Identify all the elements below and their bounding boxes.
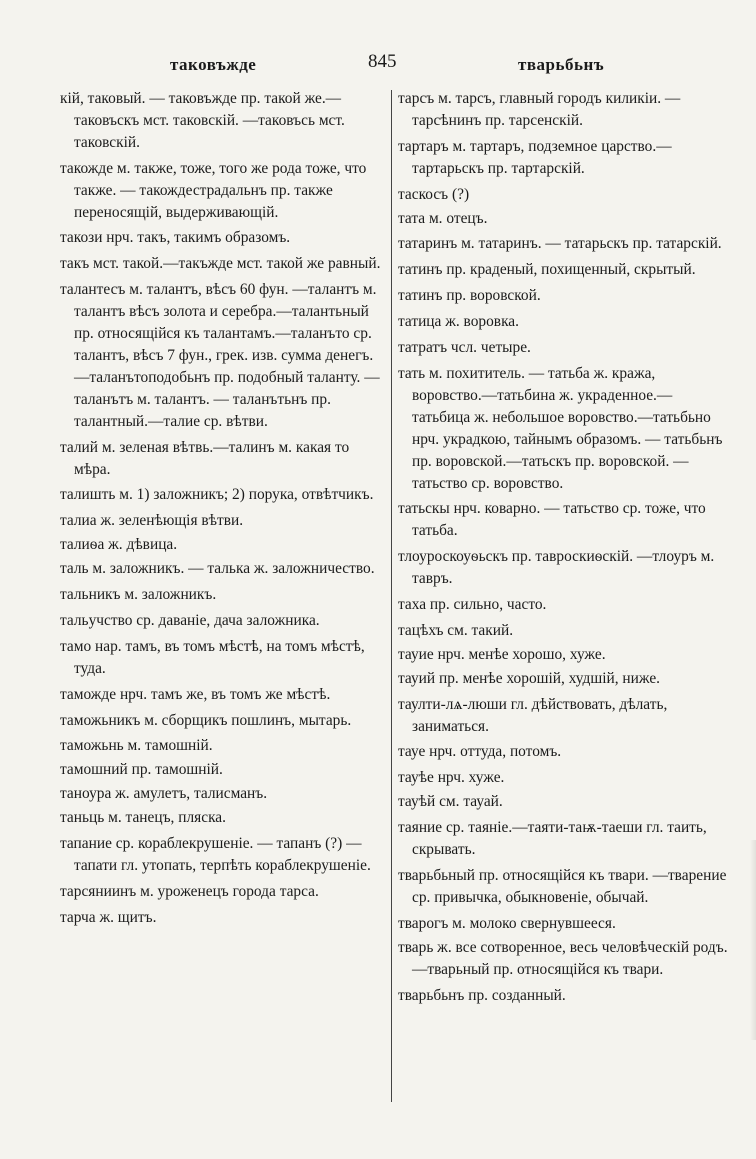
entry: тарча ж. щитъ. [60, 908, 157, 926]
entry: такожде м. также, тоже, того же рода тоже, что также. — такождестрадальнъ пр. также переносящій, выдерживающій. [60, 159, 367, 221]
entry: тать м. похититель. — татьба ж. кража, воровство.—татьбина ж. украденное.—татьбица ж. небольшое воровство.—татьбьно нрч. украдкою, тайнымъ образомъ. — татьбьнъ пр. воровской.—татьскъ пр. воровской. —татьство ср. воровство. [398, 364, 723, 492]
entry: тарсяниинъ м. уроженецъ города тарса. [60, 882, 319, 900]
entry: таулти-лѧ-люши гл. дѣйствовать, дѣлать, заниматься. [398, 695, 668, 735]
entry: татинъ пр. воровской. [398, 287, 541, 305]
entry: татратъ чсл. четыре. [398, 339, 531, 357]
entry: таможьникъ м. сборщикъ пошлинъ, мытарь. [60, 711, 352, 729]
entry: тамо нар. тамъ, въ томъ мѣстѣ, на томъ мѣстѣ, туда. [60, 637, 365, 677]
header-left-guide-word: таковъжде [170, 55, 257, 74]
entry: таяние ср. таяніе.—таяти-таѭ-таеши гл. таить, скрывать. [398, 819, 707, 859]
entry: тауий пр. менѣе хорошій, худшій, ниже. [398, 669, 661, 687]
entry: тварьбьный пр. относящійся къ твари. —тварение ср. привычка, обыкновеніе, обычай. [398, 867, 727, 906]
page-number: 845 [368, 51, 397, 72]
entry: таньць м. танецъ, пляска. [60, 809, 226, 827]
entry: тацѣхъ см. такий. [398, 621, 514, 639]
entry: тлоуроскоуѳьскъ пр. тавроскиѳскій. —тлоуръ м. тавръ. [398, 548, 715, 588]
right-column [398, 88, 728, 1107]
entry: тальучство ср. даваніе, дача заложника. [60, 611, 320, 629]
header-right-guide-word: тварьбьнъ [518, 55, 605, 74]
entry: тварьбьнъ пр. созданный. [398, 986, 566, 1004]
entry: кій, таковый. — таковъжде пр. такой же.—таковъскъ мст. таковскій. —таковъсь мст. таковскій. [60, 90, 345, 151]
entry: тапание ср. кораблекрушеніе. — тапанъ (?) — тапати гл. утопать, терпѣть кораблекрушеніе. [60, 835, 371, 874]
entry: таль м. заложникъ. — талька ж. заложничество. [60, 560, 375, 578]
entry: татаринъ м. татаринъ. — татарьскъ пр. татарскій. [398, 235, 722, 253]
entry: тартаръ м. тартаръ, подземное царство.—тартарьскъ пр. тартарскій. [398, 137, 672, 177]
entry: талишть м. 1) заложникъ; 2) порука, отвѣтчикъ. [60, 486, 374, 504]
entry: тварогъ м. молоко свернувшееся. [398, 914, 616, 932]
entry: таможьнь м. тамошній. [60, 737, 213, 755]
entry: тауѣе нрч. хуже. [398, 769, 505, 787]
entry: тата м. отецъ. [398, 209, 488, 227]
entry: такози нрч. такъ, такимъ образомъ. [60, 229, 291, 247]
column-divider [391, 90, 392, 1102]
entry: тауе нрч. оттуда, потомъ. [398, 743, 562, 761]
running-head [60, 51, 700, 79]
entry: талиѳа ж. дѣвица. [60, 536, 178, 554]
entry: таноура ж. амулетъ, талисманъ. [60, 785, 268, 803]
entry: талий м. зеленая вѣтвь.—талинъ м. какая то мѣра. [60, 438, 350, 478]
page-edge-shadow [750, 840, 756, 1040]
entry: талантесъ м. талантъ, вѣсъ 60 фун. —талантъ м. талантъ вѣсъ золота и серебра.—талантьный пр. относящійся къ талантамъ.—таланъто ср. талантъ, вѣсъ 7 фун., грек. изв. сумма денегъ.—таланътоподобьнъ пр. подобный таланту. — таланътъ м. талантъ. — таланътьнъ пр. талантный.—талие ср. вѣтви. [60, 281, 380, 430]
entry: тварь ж. все сотворенное, весь человѣческій родъ.—тварьный пр. относящійся къ твари. [398, 938, 728, 978]
entry: татьскы нрч. коварно. — татьство ср. тоже, что татьба. [398, 500, 706, 540]
entry: таскосъ (?) [398, 185, 470, 203]
left-column [60, 88, 386, 1107]
entry: татинъ пр. краденый, похищенный, скрытый. [398, 261, 696, 279]
entry: тауие нрч. менѣе хорошо, хуже. [398, 645, 606, 663]
entry: талиа ж. зеленѣющія вѣтви. [60, 512, 244, 530]
entry: таха пр. сильно, часто. [398, 596, 547, 614]
entry: тамошний пр. тамошній. [60, 761, 223, 779]
entry: тауѣй см. тауай. [398, 793, 503, 811]
entry: тальникъ м. заложникъ. [60, 586, 217, 604]
entry: такъ мст. такой.—такъжде мст. такой же равный. [60, 255, 381, 273]
entry: таможде нрч. тамъ же, въ томъ же мѣстѣ. [60, 685, 331, 703]
entry: татица ж. воровка. [398, 313, 519, 331]
entry: тарсъ м. тарсъ, главный городъ киликіи. — тарсѣнинъ пр. тарсенскій. [398, 90, 681, 129]
